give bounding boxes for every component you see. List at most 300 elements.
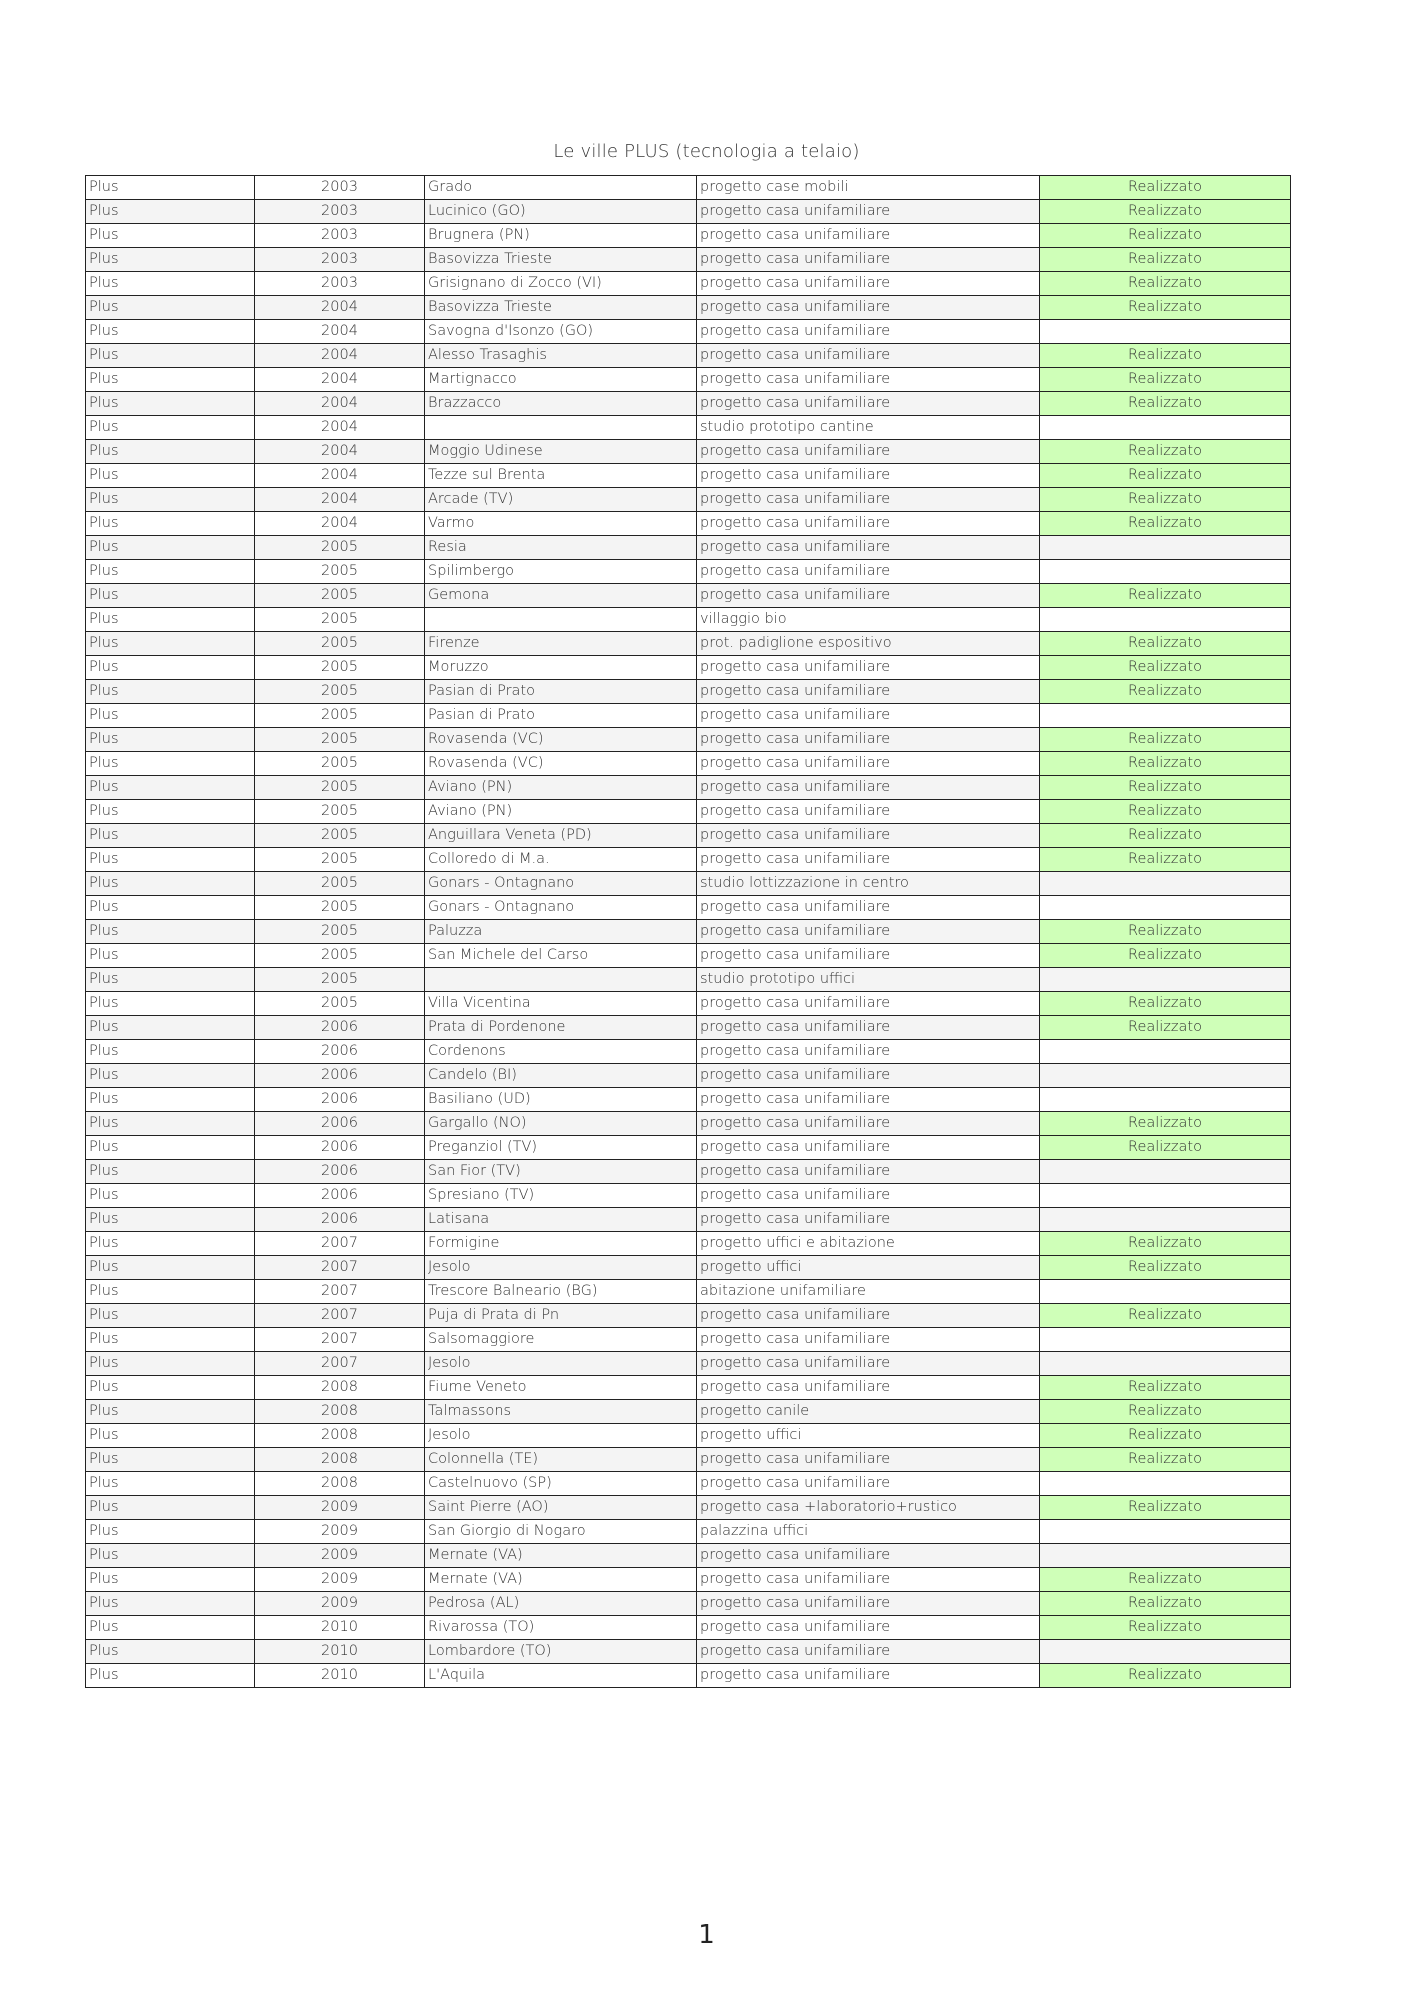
table-row <box>86 1112 1291 1136</box>
table-row <box>86 752 1291 776</box>
description-cell: progetto casa unifamiliare <box>697 1088 1040 1112</box>
type-cell: Plus <box>86 1256 255 1280</box>
year-cell: 2005 <box>255 896 425 920</box>
description-cell: progetto casa unifamiliare <box>697 224 1040 248</box>
year-cell: 2006 <box>255 1136 425 1160</box>
status-cell: Realizzato <box>1040 1304 1291 1328</box>
table-row <box>86 968 1291 992</box>
type-cell: Plus <box>86 1520 255 1544</box>
place-cell: Preganziol (TV) <box>425 1136 697 1160</box>
year-cell: 2005 <box>255 920 425 944</box>
type-cell: Plus <box>86 1544 255 1568</box>
description-cell: progetto casa unifamiliare <box>697 584 1040 608</box>
type-cell: Plus <box>86 1568 255 1592</box>
type-cell: Plus <box>86 872 255 896</box>
place-cell: Martignacco <box>425 368 697 392</box>
description-cell: progetto casa unifamiliare <box>697 272 1040 296</box>
description-cell: progetto casa unifamiliare <box>697 1064 1040 1088</box>
type-cell: Plus <box>86 608 255 632</box>
place-cell: Spilimbergo <box>425 560 697 584</box>
type-cell: Plus <box>86 560 255 584</box>
status-cell: Realizzato <box>1040 440 1291 464</box>
year-cell: 2008 <box>255 1448 425 1472</box>
description-cell: palazzina uffici <box>697 1520 1040 1544</box>
type-cell: Plus <box>86 1208 255 1232</box>
document-title: Le ville PLUS (tecnologia a telaio) <box>553 141 860 162</box>
type-cell: Plus <box>86 272 255 296</box>
year-cell: 2005 <box>255 608 425 632</box>
type-cell: Plus <box>86 848 255 872</box>
description-cell: progetto casa unifamiliare <box>697 824 1040 848</box>
type-cell: Plus <box>86 944 255 968</box>
table-row <box>86 1616 1291 1640</box>
place-cell: Saint Pierre (AO) <box>425 1496 697 1520</box>
type-cell: Plus <box>86 1232 255 1256</box>
type-cell: Plus <box>86 296 255 320</box>
place-cell: Gonars - Ontagnano <box>425 896 697 920</box>
status-cell: Realizzato <box>1040 944 1291 968</box>
place-cell: Jesolo <box>425 1424 697 1448</box>
table-row <box>86 776 1291 800</box>
type-cell: Plus <box>86 632 255 656</box>
place-cell: Pasian di Prato <box>425 704 697 728</box>
status-cell <box>1040 704 1291 728</box>
type-cell: Plus <box>86 992 255 1016</box>
status-cell <box>1040 608 1291 632</box>
status-cell: Realizzato <box>1040 632 1291 656</box>
description-cell: progetto canile <box>697 1400 1040 1424</box>
type-cell: Plus <box>86 512 255 536</box>
year-cell: 2008 <box>255 1376 425 1400</box>
place-cell: Lombardore (TO) <box>425 1640 697 1664</box>
status-cell: Realizzato <box>1040 368 1291 392</box>
place-cell: San Fior (TV) <box>425 1160 697 1184</box>
status-cell <box>1040 1184 1291 1208</box>
status-cell <box>1040 1160 1291 1184</box>
year-cell: 2005 <box>255 968 425 992</box>
description-cell: progetto casa unifamiliare <box>697 320 1040 344</box>
status-cell <box>1040 416 1291 440</box>
year-cell: 2005 <box>255 752 425 776</box>
type-cell: Plus <box>86 1040 255 1064</box>
year-cell: 2004 <box>255 440 425 464</box>
description-cell: progetto case mobili <box>697 176 1040 200</box>
description-cell: progetto casa unifamiliare <box>697 464 1040 488</box>
status-cell: Realizzato <box>1040 1400 1291 1424</box>
description-cell: progetto casa unifamiliare <box>697 1184 1040 1208</box>
projects-table-body <box>86 176 1291 1688</box>
year-cell: 2004 <box>255 368 425 392</box>
year-cell: 2004 <box>255 320 425 344</box>
year-cell: 2007 <box>255 1328 425 1352</box>
place-cell: Aviano (PN) <box>425 776 697 800</box>
type-cell: Plus <box>86 1448 255 1472</box>
table-row <box>86 584 1291 608</box>
table-row <box>86 1136 1291 1160</box>
place-cell: Cordenons <box>425 1040 697 1064</box>
type-cell: Plus <box>86 920 255 944</box>
description-cell: progetto casa unifamiliare <box>697 848 1040 872</box>
year-cell: 2004 <box>255 296 425 320</box>
type-cell: Plus <box>86 1304 255 1328</box>
table-row <box>86 200 1291 224</box>
place-cell: Mernate (VA) <box>425 1544 697 1568</box>
place-cell: Salsomaggiore <box>425 1328 697 1352</box>
place-cell: Prata di Pordenone <box>425 1016 697 1040</box>
status-cell: Realizzato <box>1040 512 1291 536</box>
place-cell: Spresiano (TV) <box>425 1184 697 1208</box>
place-cell: Basovizza Trieste <box>425 296 697 320</box>
description-cell: progetto casa unifamiliare <box>697 1640 1040 1664</box>
status-cell <box>1040 1040 1291 1064</box>
status-cell: Realizzato <box>1040 1448 1291 1472</box>
status-cell <box>1040 1640 1291 1664</box>
status-cell <box>1040 1352 1291 1376</box>
table-row <box>86 1424 1291 1448</box>
year-cell: 2006 <box>255 1040 425 1064</box>
description-cell: prot. padiglione espositivo <box>697 632 1040 656</box>
year-cell: 2005 <box>255 728 425 752</box>
place-cell: Moggio Udinese <box>425 440 697 464</box>
type-cell: Plus <box>86 1136 255 1160</box>
year-cell: 2006 <box>255 1160 425 1184</box>
year-cell: 2009 <box>255 1592 425 1616</box>
description-cell: progetto casa unifamiliare <box>697 1568 1040 1592</box>
table-row <box>86 896 1291 920</box>
status-cell: Realizzato <box>1040 656 1291 680</box>
year-cell: 2006 <box>255 1064 425 1088</box>
type-cell: Plus <box>86 200 255 224</box>
type-cell: Plus <box>86 176 255 200</box>
place-cell: Mernate (VA) <box>425 1568 697 1592</box>
table-row <box>86 1040 1291 1064</box>
status-cell: Realizzato <box>1040 1424 1291 1448</box>
description-cell: progetto casa unifamiliare <box>697 344 1040 368</box>
year-cell: 2007 <box>255 1352 425 1376</box>
year-cell: 2003 <box>255 200 425 224</box>
status-cell: Realizzato <box>1040 728 1291 752</box>
table-row <box>86 1472 1291 1496</box>
description-cell: progetto casa unifamiliare <box>697 248 1040 272</box>
status-cell: Realizzato <box>1040 464 1291 488</box>
year-cell: 2010 <box>255 1640 425 1664</box>
year-cell: 2009 <box>255 1544 425 1568</box>
description-cell: progetto casa unifamiliare <box>697 752 1040 776</box>
status-cell: Realizzato <box>1040 824 1291 848</box>
place-cell: Latisana <box>425 1208 697 1232</box>
description-cell: progetto casa unifamiliare <box>697 560 1040 584</box>
type-cell: Plus <box>86 1280 255 1304</box>
status-cell: Realizzato <box>1040 848 1291 872</box>
table-row <box>86 824 1291 848</box>
type-cell: Plus <box>86 752 255 776</box>
description-cell: progetto casa unifamiliare <box>697 1376 1040 1400</box>
status-cell: Realizzato <box>1040 200 1291 224</box>
year-cell: 2005 <box>255 872 425 896</box>
type-cell: Plus <box>86 896 255 920</box>
year-cell: 2005 <box>255 776 425 800</box>
year-cell: 2004 <box>255 488 425 512</box>
status-cell: Realizzato <box>1040 584 1291 608</box>
year-cell: 2005 <box>255 944 425 968</box>
table-row <box>86 1160 1291 1184</box>
table-row <box>86 920 1291 944</box>
description-cell: progetto casa unifamiliare <box>697 536 1040 560</box>
table-row <box>86 392 1291 416</box>
type-cell: Plus <box>86 1112 255 1136</box>
description-cell: progetto casa unifamiliare <box>697 1592 1040 1616</box>
table-row <box>86 1016 1291 1040</box>
status-cell <box>1040 1208 1291 1232</box>
table-row <box>86 1376 1291 1400</box>
type-cell: Plus <box>86 1496 255 1520</box>
type-cell: Plus <box>86 1664 255 1688</box>
place-cell: Jesolo <box>425 1256 697 1280</box>
place-cell: Fiume Veneto <box>425 1376 697 1400</box>
status-cell <box>1040 560 1291 584</box>
description-cell: progetto casa unifamiliare <box>697 920 1040 944</box>
type-cell: Plus <box>86 1064 255 1088</box>
table-row <box>86 1520 1291 1544</box>
description-cell: abitazione unifamiliare <box>697 1280 1040 1304</box>
description-cell: progetto casa unifamiliare <box>697 1352 1040 1376</box>
year-cell: 2005 <box>255 632 425 656</box>
status-cell: Realizzato <box>1040 800 1291 824</box>
description-cell: progetto casa unifamiliare <box>697 728 1040 752</box>
year-cell: 2007 <box>255 1256 425 1280</box>
status-cell: Realizzato <box>1040 1592 1291 1616</box>
type-cell: Plus <box>86 464 255 488</box>
table-row <box>86 656 1291 680</box>
status-cell: Realizzato <box>1040 392 1291 416</box>
place-cell: Trescore Balneario (BG) <box>425 1280 697 1304</box>
table-row <box>86 1184 1291 1208</box>
type-cell: Plus <box>86 1616 255 1640</box>
description-cell: progetto uffici <box>697 1256 1040 1280</box>
type-cell: Plus <box>86 320 255 344</box>
place-cell: Gonars - Ontagnano <box>425 872 697 896</box>
description-cell: progetto casa unifamiliare <box>697 944 1040 968</box>
year-cell: 2005 <box>255 800 425 824</box>
status-cell: Realizzato <box>1040 176 1291 200</box>
table-row <box>86 488 1291 512</box>
year-cell: 2009 <box>255 1520 425 1544</box>
status-cell: Realizzato <box>1040 1568 1291 1592</box>
description-cell: progetto casa unifamiliare <box>697 512 1040 536</box>
type-cell: Plus <box>86 224 255 248</box>
description-cell: progetto casa unifamiliare <box>697 896 1040 920</box>
year-cell: 2008 <box>255 1472 425 1496</box>
type-cell: Plus <box>86 1160 255 1184</box>
type-cell: Plus <box>86 1184 255 1208</box>
place-cell: Paluzza <box>425 920 697 944</box>
description-cell: progetto casa unifamiliare <box>697 1616 1040 1640</box>
table-row <box>86 1064 1291 1088</box>
description-cell: progetto casa unifamiliare <box>697 200 1040 224</box>
place-cell: Brugnera (PN) <box>425 224 697 248</box>
table-row <box>86 416 1291 440</box>
year-cell: 2005 <box>255 848 425 872</box>
table-row <box>86 1232 1291 1256</box>
status-cell: Realizzato <box>1040 1376 1291 1400</box>
description-cell: progetto casa unifamiliare <box>697 1544 1040 1568</box>
status-cell <box>1040 896 1291 920</box>
place-cell: Grado <box>425 176 697 200</box>
year-cell: 2005 <box>255 560 425 584</box>
year-cell: 2008 <box>255 1424 425 1448</box>
table-row <box>86 1400 1291 1424</box>
status-cell: Realizzato <box>1040 776 1291 800</box>
year-cell: 2007 <box>255 1280 425 1304</box>
year-cell: 2006 <box>255 1184 425 1208</box>
place-cell: Arcade (TV) <box>425 488 697 512</box>
table-row <box>86 608 1291 632</box>
description-cell: progetto casa unifamiliare <box>697 800 1040 824</box>
type-cell: Plus <box>86 1352 255 1376</box>
description-cell: progetto casa unifamiliare <box>697 1328 1040 1352</box>
place-cell: Puja di Prata di Pn <box>425 1304 697 1328</box>
table-row <box>86 320 1291 344</box>
table-row <box>86 1448 1291 1472</box>
description-cell: progetto uffici e abitazione <box>697 1232 1040 1256</box>
status-cell: Realizzato <box>1040 1616 1291 1640</box>
description-cell: progetto uffici <box>697 1424 1040 1448</box>
table-row <box>86 464 1291 488</box>
year-cell: 2003 <box>255 248 425 272</box>
year-cell: 2009 <box>255 1496 425 1520</box>
place-cell: San Michele del Carso <box>425 944 697 968</box>
place-cell: Grisignano di Zocco (VI) <box>425 272 697 296</box>
table-row <box>86 512 1291 536</box>
year-cell: 2003 <box>255 272 425 296</box>
place-cell: Lucinico (GO) <box>425 200 697 224</box>
year-cell: 2005 <box>255 992 425 1016</box>
table-row <box>86 1664 1291 1688</box>
year-cell: 2008 <box>255 1400 425 1424</box>
place-cell: Alesso Trasaghis <box>425 344 697 368</box>
place-cell: L'Aquila <box>425 1664 697 1688</box>
type-cell: Plus <box>86 368 255 392</box>
description-cell: progetto casa unifamiliare <box>697 1448 1040 1472</box>
table-row <box>86 704 1291 728</box>
table-row <box>86 944 1291 968</box>
status-cell <box>1040 1280 1291 1304</box>
description-cell: progetto casa unifamiliare <box>697 1664 1040 1688</box>
type-cell: Plus <box>86 728 255 752</box>
year-cell: 2005 <box>255 656 425 680</box>
type-cell: Plus <box>86 1640 255 1664</box>
table-row <box>86 536 1291 560</box>
type-cell: Plus <box>86 1328 255 1352</box>
description-cell: progetto casa unifamiliare <box>697 992 1040 1016</box>
status-cell: Realizzato <box>1040 1016 1291 1040</box>
description-cell: studio prototipo uffici <box>697 968 1040 992</box>
status-cell: Realizzato <box>1040 272 1291 296</box>
year-cell: 2003 <box>255 224 425 248</box>
table-row <box>86 224 1291 248</box>
place-cell <box>425 416 697 440</box>
place-cell: Talmassons <box>425 1400 697 1424</box>
year-cell: 2006 <box>255 1088 425 1112</box>
place-cell: Savogna d'Isonzo (GO) <box>425 320 697 344</box>
status-cell: Realizzato <box>1040 1256 1291 1280</box>
description-cell: progetto casa unifamiliare <box>697 1112 1040 1136</box>
table-row <box>86 872 1291 896</box>
year-cell: 2010 <box>255 1664 425 1688</box>
place-cell: Gemona <box>425 584 697 608</box>
description-cell: progetto casa unifamiliare <box>697 1040 1040 1064</box>
place-cell <box>425 608 697 632</box>
place-cell: Colloredo di M.a. <box>425 848 697 872</box>
description-cell: progetto casa unifamiliare <box>697 1304 1040 1328</box>
year-cell: 2010 <box>255 1616 425 1640</box>
year-cell: 2009 <box>255 1568 425 1592</box>
table-row <box>86 560 1291 584</box>
year-cell: 2004 <box>255 344 425 368</box>
table-row <box>86 368 1291 392</box>
description-cell: progetto casa +laboratorio+rustico <box>697 1496 1040 1520</box>
description-cell: progetto casa unifamiliare <box>697 680 1040 704</box>
place-cell: Colonnella (TE) <box>425 1448 697 1472</box>
table-row <box>86 992 1291 1016</box>
year-cell: 2004 <box>255 392 425 416</box>
type-cell: Plus <box>86 440 255 464</box>
place-cell: Villa Vicentina <box>425 992 697 1016</box>
type-cell: Plus <box>86 392 255 416</box>
place-cell: Rivarossa (TO) <box>425 1616 697 1640</box>
table-row <box>86 1280 1291 1304</box>
description-cell: progetto casa unifamiliare <box>697 776 1040 800</box>
year-cell: 2006 <box>255 1016 425 1040</box>
type-cell: Plus <box>86 1592 255 1616</box>
description-cell: progetto casa unifamiliare <box>697 440 1040 464</box>
type-cell: Plus <box>86 1376 255 1400</box>
year-cell: 2005 <box>255 680 425 704</box>
status-cell: Realizzato <box>1040 1496 1291 1520</box>
year-cell: 2005 <box>255 536 425 560</box>
description-cell: progetto casa unifamiliare <box>697 392 1040 416</box>
place-cell: Pedrosa (AL) <box>425 1592 697 1616</box>
year-cell: 2003 <box>255 176 425 200</box>
place-cell: Rovasenda (VC) <box>425 728 697 752</box>
place-cell: Firenze <box>425 632 697 656</box>
type-cell: Plus <box>86 536 255 560</box>
status-cell: Realizzato <box>1040 1232 1291 1256</box>
table-row <box>86 632 1291 656</box>
type-cell: Plus <box>86 488 255 512</box>
table-row <box>86 1256 1291 1280</box>
year-cell: 2004 <box>255 512 425 536</box>
table-row <box>86 344 1291 368</box>
place-cell: Resia <box>425 536 697 560</box>
place-cell: Tezze sul Brenta <box>425 464 697 488</box>
type-cell: Plus <box>86 824 255 848</box>
description-cell: progetto casa unifamiliare <box>697 1208 1040 1232</box>
status-cell <box>1040 1328 1291 1352</box>
description-cell: progetto casa unifamiliare <box>697 1136 1040 1160</box>
year-cell: 2005 <box>255 704 425 728</box>
table-row <box>86 440 1291 464</box>
place-cell: Varmo <box>425 512 697 536</box>
place-cell: Anguillara Veneta (PD) <box>425 824 697 848</box>
description-cell: progetto casa unifamiliare <box>697 1016 1040 1040</box>
place-cell: Candelo (BI) <box>425 1064 697 1088</box>
table-row <box>86 1592 1291 1616</box>
type-cell: Plus <box>86 800 255 824</box>
type-cell: Plus <box>86 1088 255 1112</box>
status-cell: Realizzato <box>1040 1112 1291 1136</box>
place-cell: Basiliano (UD) <box>425 1088 697 1112</box>
